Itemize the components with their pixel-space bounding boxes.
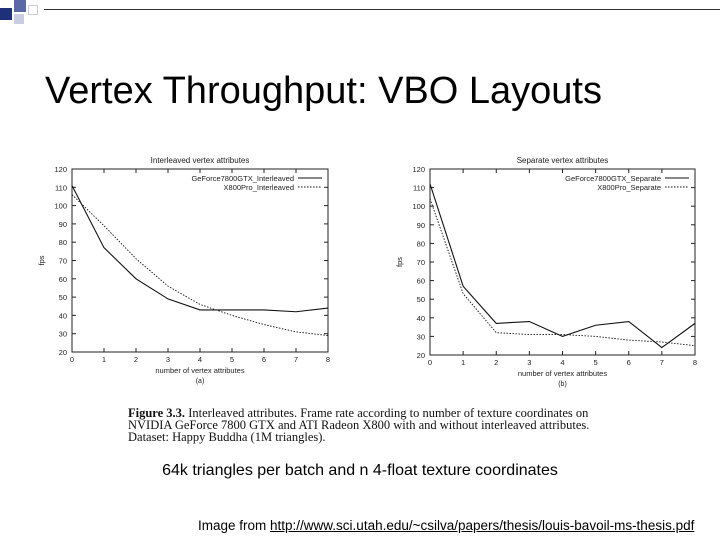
x-tick-label: 3: [527, 358, 532, 367]
y-tick-label: 40: [58, 311, 67, 321]
figure-panel-a: [30, 133, 342, 393]
image-source: [198, 518, 694, 533]
y-tick-label: 30: [416, 332, 425, 342]
chart-interleaved: [30, 133, 342, 393]
figure-caption: [128, 407, 598, 443]
x-tick-label: 2: [133, 355, 139, 364]
series-line-1: [430, 184, 695, 348]
y-tick-label: 80: [416, 239, 425, 249]
plot-frame: [430, 169, 695, 355]
x-axis-label: number of vertex attributes: [155, 366, 245, 375]
series-line-1: [72, 185, 328, 311]
y-tick-label: 60: [58, 274, 67, 284]
x-tick-label: 6: [261, 355, 267, 364]
x-tick-label: 1: [461, 358, 466, 367]
chart-separate: [385, 133, 715, 393]
legend-label: GeForce7800GTX_Interleaved: [191, 174, 294, 183]
y-tick-label: 50: [416, 295, 425, 305]
legend-label: X800Pro_Separate: [597, 183, 661, 192]
x-tick-label: 8: [325, 355, 331, 364]
y-tick-label: 100: [54, 201, 67, 211]
y-tick-label: 20: [416, 351, 425, 360]
y-tick-label: 30: [58, 329, 67, 339]
legend-label: X800Pro_Interleaved: [223, 183, 294, 192]
x-tick-label: 5: [593, 358, 598, 367]
decor-square-light: [14, 14, 24, 24]
figure-sublabel: (a): [195, 378, 205, 385]
y-tick-label: 100: [412, 202, 425, 212]
y-tick-label: 70: [58, 256, 67, 266]
x-tick-label: 0: [69, 355, 75, 364]
source-link[interactable]: http://www.sci.utah.edu/~csilva/papers/thesis/louis-bavoil-ms-thesis.pdf: [270, 518, 695, 533]
x-tick-label: 4: [197, 355, 203, 364]
decor-square-outline: [28, 5, 38, 15]
x-tick-label: 6: [626, 358, 631, 367]
x-axis-label: number of vertex attributes: [517, 369, 608, 378]
y-tick-label: 20: [58, 348, 67, 357]
x-tick-label: 7: [293, 355, 299, 364]
series-line-2: [430, 199, 695, 346]
header-rule: [44, 9, 720, 10]
x-tick-label: 1: [101, 355, 107, 364]
y-tick-label: 120: [54, 165, 67, 174]
y-tick-label: 60: [416, 276, 425, 286]
chart-title: Separate vertex attributes: [516, 156, 609, 165]
slide-subtitle: 64k triangles per batch and n 4-float texture coordinates: [162, 462, 558, 479]
caption-label: Figure 3.3.: [128, 406, 186, 420]
chart-title: Interleaved vertex attributes: [150, 156, 250, 165]
legend-label: GeForce7800GTX_Separate: [565, 174, 661, 183]
y-tick-label: 110: [55, 183, 67, 193]
decor-square-mid: [14, 0, 26, 12]
x-tick-label: 2: [494, 358, 499, 367]
y-tick-label: 110: [413, 183, 425, 193]
y-tick-label: 70: [416, 258, 425, 267]
caption-text: Interleaved attributes. Frame rate according to number of texture coordinates on NVIDIA GeForce 7800 GTX and ATI Radeon X800 with and without interleaved attributes. Dataset: Happy Buddha (1M triangles).: [128, 406, 590, 444]
y-tick-label: 90: [416, 220, 425, 230]
y-axis-label: fps: [37, 255, 46, 266]
y-tick-label: 80: [58, 238, 67, 248]
x-tick-label: 4: [560, 358, 565, 367]
y-tick-label: 40: [416, 313, 425, 323]
figure-sublabel: (b): [558, 381, 567, 388]
y-tick-label: 90: [58, 219, 67, 229]
x-tick-label: 8: [692, 358, 698, 367]
x-tick-label: 0: [427, 358, 433, 367]
series-line-2: [72, 195, 328, 336]
decor-square-dark: [0, 8, 12, 20]
x-tick-label: 5: [229, 355, 235, 364]
x-tick-label: 7: [659, 358, 664, 367]
plot-frame: [72, 169, 328, 352]
slide-title: Vertex Throughput: VBO Layouts: [45, 70, 602, 112]
figure-panel-b: [385, 133, 715, 393]
y-tick-label: 120: [412, 165, 425, 174]
source-prefix: Image from: [198, 518, 271, 533]
y-tick-label: 50: [58, 293, 67, 303]
y-axis-label: fps: [395, 256, 404, 268]
x-tick-label: 3: [165, 355, 171, 364]
